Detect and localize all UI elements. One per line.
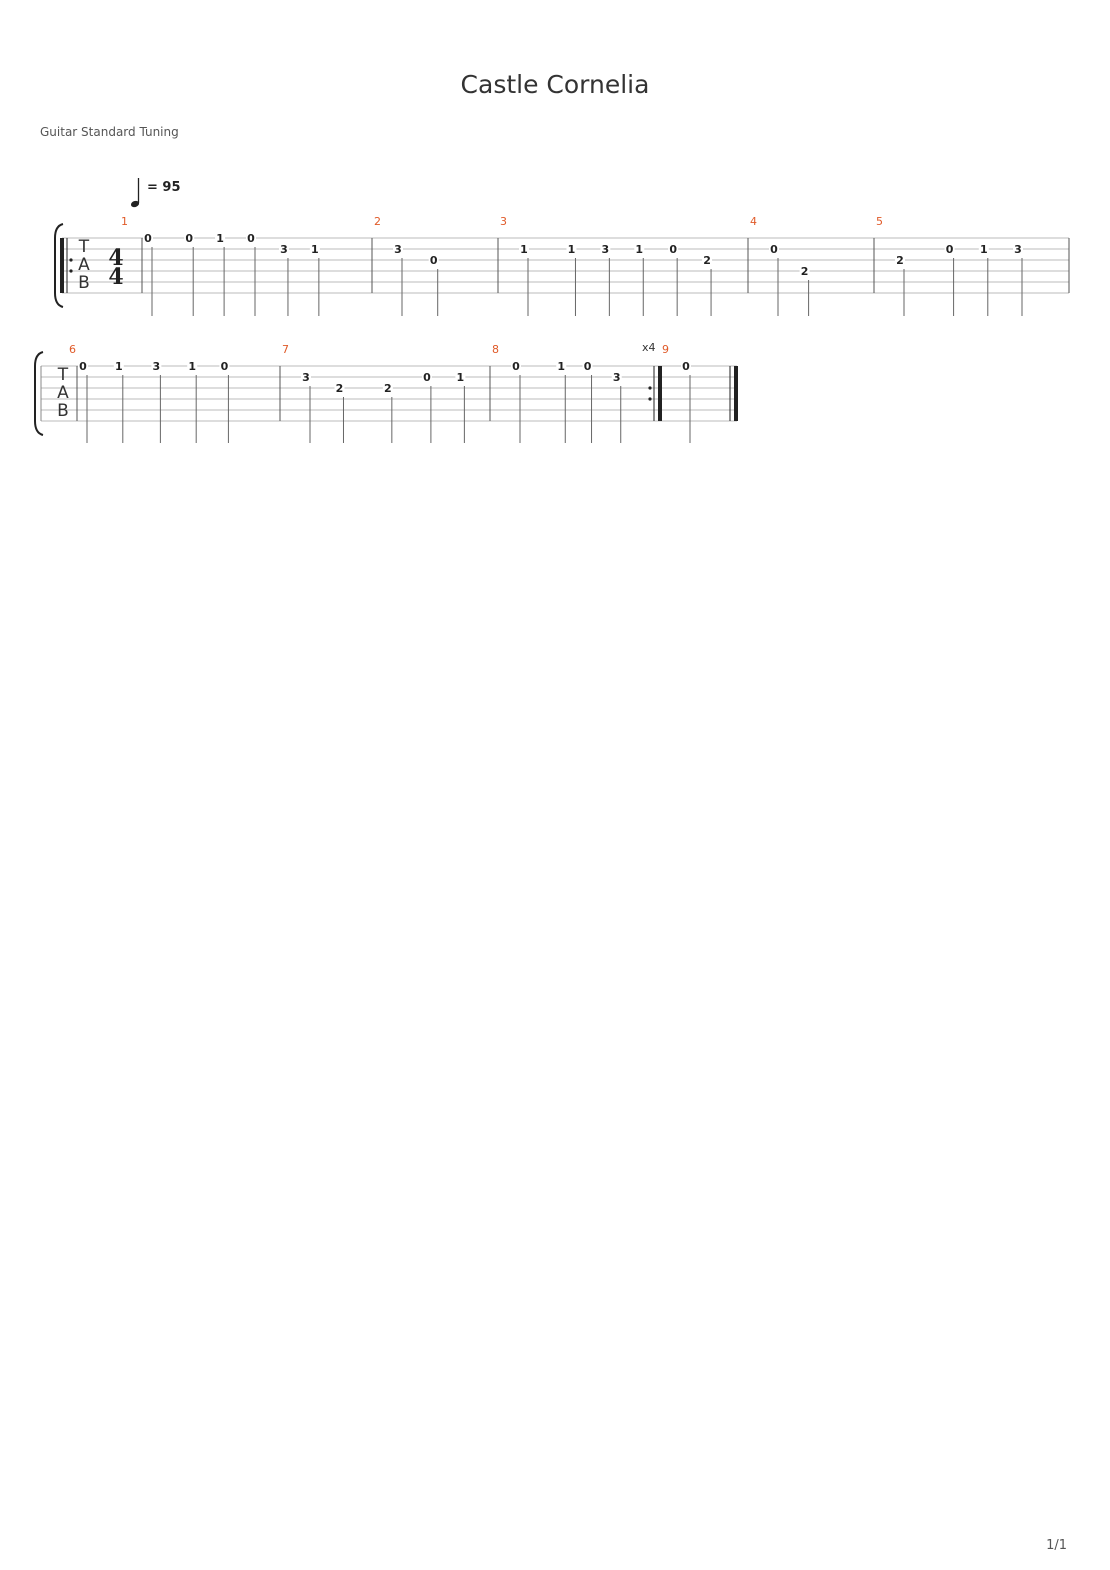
tab-clef-letter: B	[78, 273, 90, 293]
song-title: Castle Cornelia	[460, 70, 650, 99]
fret-number: 2	[896, 254, 904, 267]
end-repeat-thick-bar	[658, 366, 662, 421]
repeat-dot	[648, 386, 651, 389]
fret-number: 0	[512, 360, 520, 373]
fret-number: 0	[583, 360, 592, 373]
tab-clef-letter: B	[57, 401, 69, 421]
fret-number: 1	[311, 243, 319, 256]
fret-number: 3	[302, 371, 310, 384]
tab-clef-letter: T	[78, 237, 90, 257]
measure-number: 9	[662, 343, 669, 356]
fret-number: 0	[429, 254, 438, 267]
tempo-value: = 95	[147, 180, 181, 195]
fret-number: 3	[152, 360, 161, 373]
fret-number: 2	[703, 254, 711, 267]
fret-number: 1	[635, 243, 644, 256]
fret-number: 2	[800, 265, 809, 278]
page-number: 1/1	[1046, 1538, 1067, 1553]
start-repeat-thick-bar	[60, 238, 64, 293]
measure-number: 7	[282, 343, 289, 356]
fret-number: 0	[79, 360, 87, 373]
fret-number: 0	[945, 243, 954, 256]
fret-number: 0	[682, 360, 690, 373]
fret-number: 0	[770, 243, 778, 256]
fret-number: 0	[247, 232, 255, 245]
fret-number: 0	[220, 360, 229, 373]
fret-number: 3	[394, 243, 402, 256]
fret-number: 3	[1014, 243, 1022, 256]
fret-number: 0	[144, 232, 152, 245]
fret-number: 1	[456, 371, 465, 384]
final-thick-bar	[734, 366, 738, 421]
measure-number: 2	[374, 215, 381, 228]
fret-number: 1	[979, 243, 988, 256]
fret-number: 1	[188, 360, 197, 373]
fret-number: 0	[185, 232, 194, 245]
measure-number: 3	[500, 215, 507, 228]
time-signature-top: 4	[108, 245, 124, 271]
fret-number: 0	[423, 371, 431, 384]
system-bracket	[35, 352, 43, 435]
fret-number: 1	[216, 232, 224, 245]
tab-clef-letter: T	[57, 365, 69, 385]
repeat-count: x4	[642, 341, 656, 354]
repeat-dot	[69, 258, 72, 261]
fret-number: 3	[612, 371, 621, 384]
tab-clef-letter: A	[57, 383, 69, 403]
fret-number: 2	[335, 382, 344, 395]
fret-number: 2	[384, 382, 392, 395]
fret-number: 3	[601, 243, 610, 256]
measure-number: 6	[69, 343, 76, 356]
fret-number: 1	[114, 360, 123, 373]
fret-number: 3	[280, 243, 288, 256]
tab-clef-letter: A	[78, 255, 90, 275]
fret-number: 0	[669, 243, 677, 256]
measure-number: 8	[492, 343, 499, 356]
fret-number: 1	[520, 243, 528, 256]
fret-number: 1	[567, 243, 576, 256]
repeat-dot	[69, 269, 72, 272]
measure-number: 5	[876, 215, 883, 228]
fret-number: 1	[557, 360, 566, 373]
measure-number: 4	[750, 215, 757, 228]
measure-number: 1	[121, 215, 128, 228]
time-signature-bottom: 4	[108, 264, 124, 290]
tuning-label: Guitar Standard Tuning	[40, 125, 179, 139]
repeat-dot	[648, 397, 651, 400]
